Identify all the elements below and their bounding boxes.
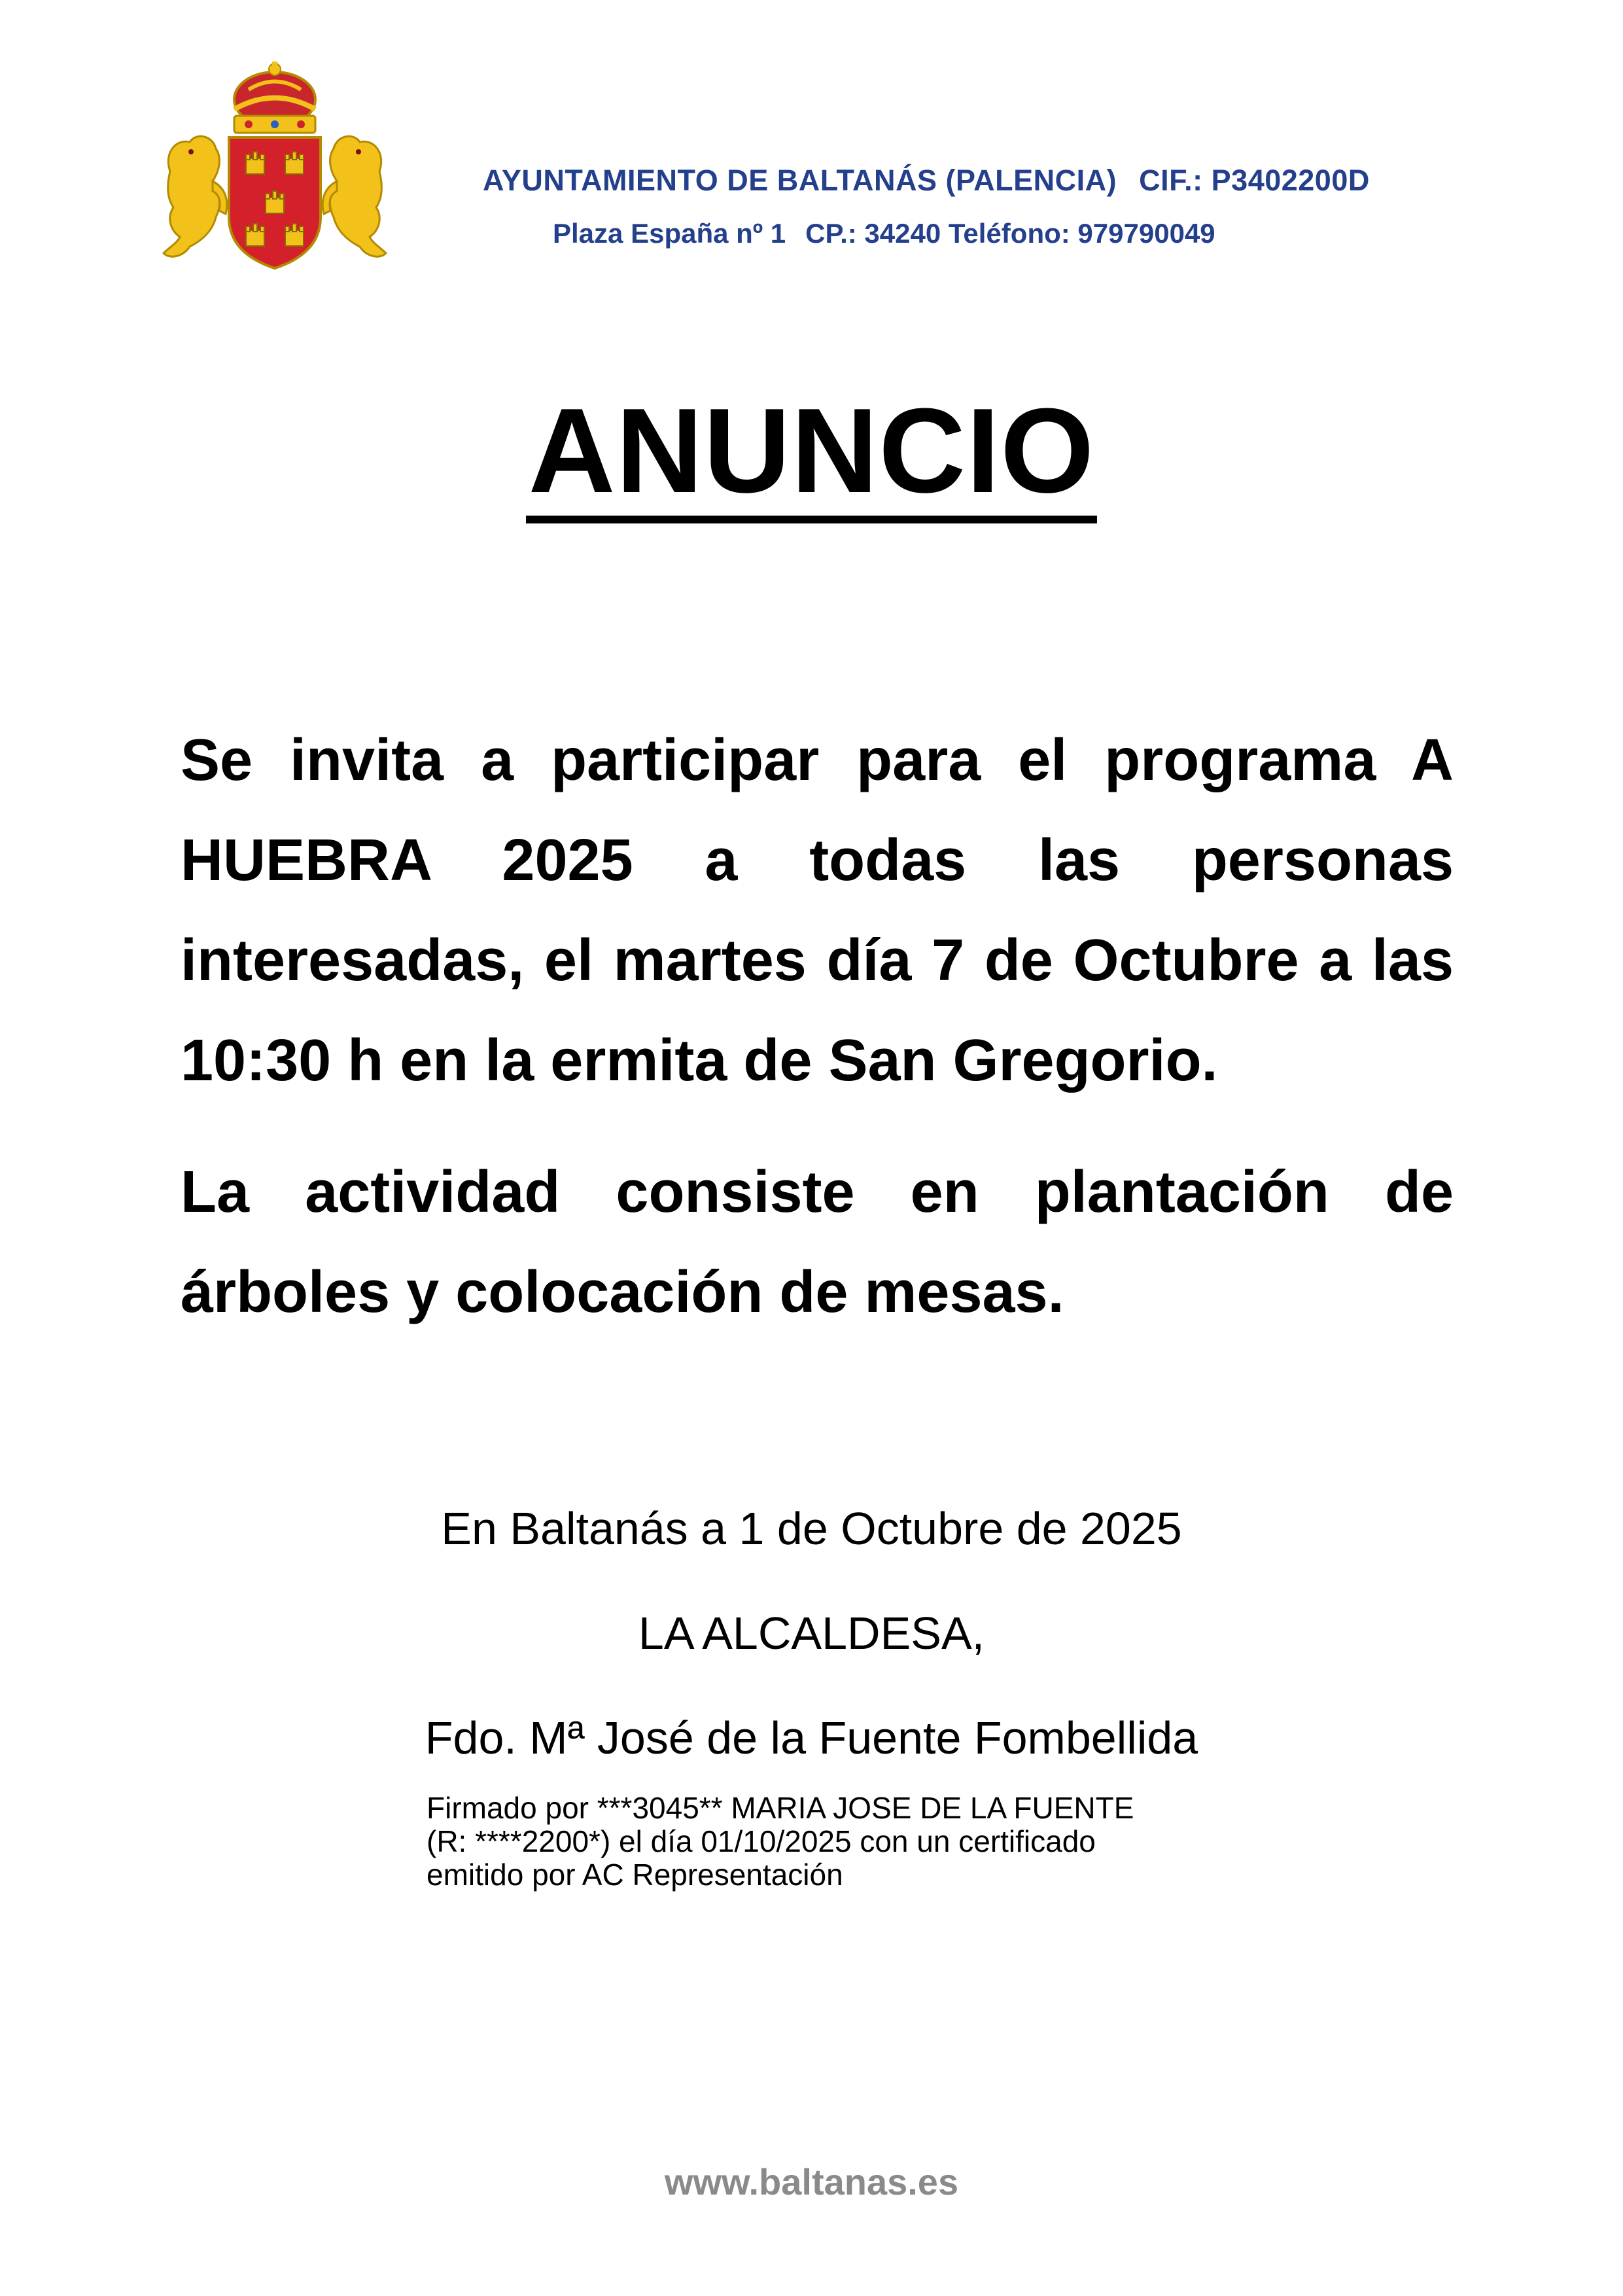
document-title — [0, 383, 1623, 523]
signature-note-line-3: emitido por AC Representación — [427, 1858, 843, 1892]
place-date: En Baltanás a 1 de Octubre de 2025 — [441, 1503, 1182, 1554]
org-name: AYUNTAMIENTO DE BALTANÁS (PALENCIA) — [483, 164, 1117, 197]
body-paragraph-2: La actividad consiste en plantación de árboles y colocación de mesas. — [181, 1159, 1454, 1325]
signature-note-line-2: (R: ****2200*) el día 01/10/2025 con un certificado — [427, 1824, 1096, 1858]
org-header-line — [483, 164, 1370, 198]
signer-name: Fdo. Mª José de la Fuente Fombellida — [425, 1712, 1198, 1763]
footer-website: www.baltanas.es — [664, 2161, 959, 2202]
org-postal-phone: CP.: 34240 Teléfono: 979790049 — [805, 218, 1215, 249]
coat-of-arms-icon — [150, 60, 399, 276]
digital-signature-note — [427, 1792, 1277, 1892]
signer-title: LA ALCALDESA, — [638, 1608, 985, 1659]
signature-note-line-1: Firmado por ***3045** MARIA JOSE DE LA FUENTE — [427, 1791, 1134, 1825]
title-text: ANUNCIO — [526, 390, 1098, 523]
body-paragraph-1: Se invita a participar para el programa A HUEBRA 2025 a todas las personas interesadas, el martes día 7 de Octubre a las 10:30 h en la ermita de San Gregorio. — [181, 728, 1454, 1093]
org-address: Plaza España nº 1 — [553, 218, 786, 249]
org-address-line — [553, 218, 1215, 249]
org-cif: CIF.: P3402200D — [1139, 164, 1370, 197]
